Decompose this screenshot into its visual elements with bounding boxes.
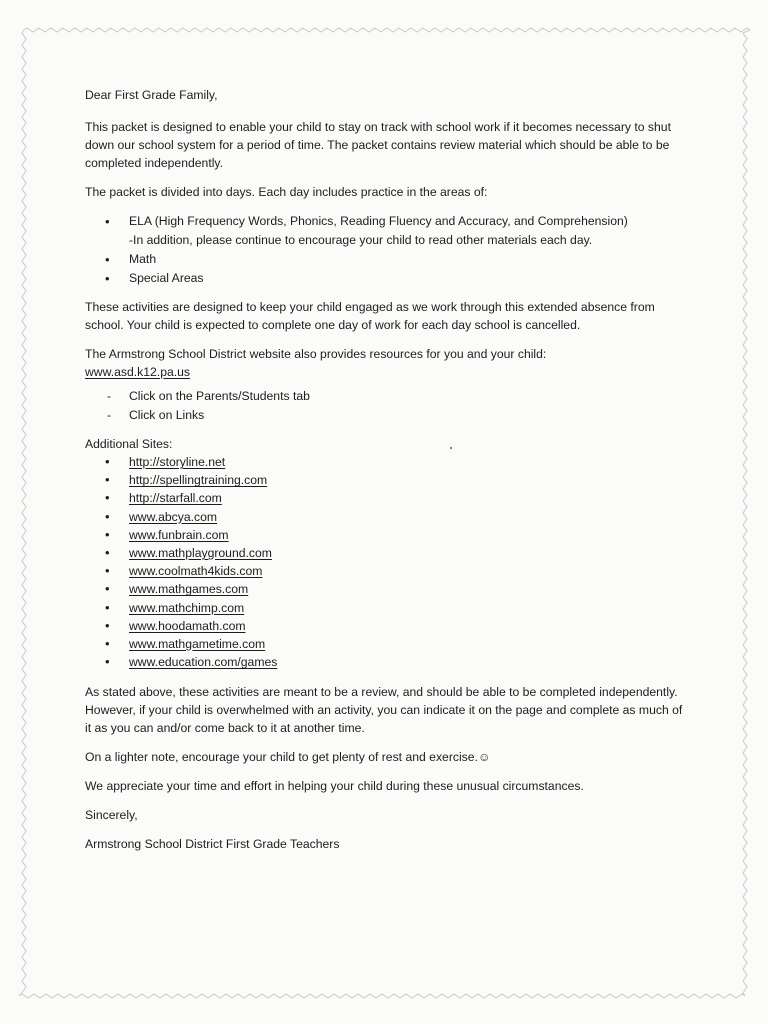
list-item bbox=[85, 489, 685, 507]
list-item bbox=[85, 526, 685, 544]
site-link[interactable]: www.mathgametime.com bbox=[129, 637, 266, 652]
appreciation-paragraph: We appreciate your time and effort in helping your child during these unusual circumstances. bbox=[85, 779, 584, 794]
list-item bbox=[85, 617, 685, 635]
list-item bbox=[85, 250, 685, 269]
steps-list bbox=[85, 387, 685, 425]
list-item bbox=[85, 562, 685, 580]
area-ela: ELA (High Frequency Words, Phonics, Reading Fluency and Accuracy, and Comprehension) bbox=[129, 214, 628, 228]
additional-sites-list bbox=[85, 453, 685, 671]
list-item bbox=[85, 580, 685, 598]
site-link[interactable]: www.coolmath4kids.com bbox=[129, 564, 263, 579]
list-item bbox=[85, 269, 685, 288]
list-item bbox=[85, 653, 685, 671]
area-math: Math bbox=[129, 252, 157, 266]
site-link[interactable]: http://spellingtraining.com bbox=[129, 473, 268, 488]
site-link[interactable]: http://storyline.net bbox=[129, 455, 226, 469]
list-item bbox=[85, 453, 685, 471]
additional-sites-heading: Additional Sites: bbox=[85, 437, 173, 451]
list-item bbox=[85, 212, 685, 250]
signature: Armstrong School District First Grade Teachers bbox=[85, 837, 340, 852]
site-link[interactable]: www.mathchimp.com bbox=[129, 600, 245, 615]
list-item bbox=[85, 508, 685, 526]
list-item bbox=[85, 544, 685, 562]
activities-paragraph: These activities are designed to keep your child engaged as we work through this extended absence from school. Your child is expected to complete one day of work for each day school is cancelled. bbox=[85, 300, 655, 332]
practice-areas-list bbox=[85, 212, 685, 288]
days-paragraph: The packet is divided into days. Each day includes practice in the areas of: bbox=[85, 185, 488, 199]
site-link[interactable]: www.mathplayground.com bbox=[129, 546, 272, 561]
area-special: Special Areas bbox=[129, 271, 204, 285]
district-link-line bbox=[85, 363, 685, 381]
rest-paragraph: On a lighter note, encourage your child to get plenty of rest and exercise.☺ bbox=[85, 750, 491, 765]
site-link[interactable]: http://starfall.com bbox=[129, 491, 222, 506]
site-link[interactable]: www.abcya.com bbox=[129, 509, 218, 524]
site-link[interactable]: www.mathgames.com bbox=[129, 582, 249, 597]
district-paragraph: The Armstrong School District website also provides resources for you and your child: bbox=[85, 347, 547, 361]
site-link[interactable]: www.hoodamath.com bbox=[129, 618, 246, 633]
site-link[interactable]: www.education.com/games bbox=[129, 655, 278, 670]
list-item bbox=[85, 599, 685, 617]
area-ela-note: -In addition, please continue to encourage your child to read other materials each day. bbox=[129, 233, 593, 247]
intro-paragraph: This packet is designed to enable your child to stay on track with school work if it becomes necessary to shut down our school system for a period of time. The packet contains review material which should be able to be completed independently. bbox=[85, 120, 671, 170]
closing: Sincerely, bbox=[85, 808, 138, 823]
list-item: - Click on the Parents/Students tab bbox=[85, 387, 685, 406]
district-website-link[interactable]: www.asd.k12.pa.us bbox=[85, 365, 191, 379]
site-link[interactable]: www.funbrain.com bbox=[129, 527, 229, 542]
list-item bbox=[85, 635, 685, 653]
list-item: - Click on Links bbox=[85, 406, 685, 425]
list-item bbox=[85, 471, 685, 489]
letter-body bbox=[85, 86, 685, 853]
letter-greeting: Dear First Grade Family, bbox=[85, 88, 218, 102]
review-paragraph: As stated above, these activities are meant to be a review, and should be able to be completed independently. However, if your child is overwhelmed with an activity, you can indicate it on the page and complete as much of it as you can and/or come back to it at another time. bbox=[85, 685, 683, 736]
